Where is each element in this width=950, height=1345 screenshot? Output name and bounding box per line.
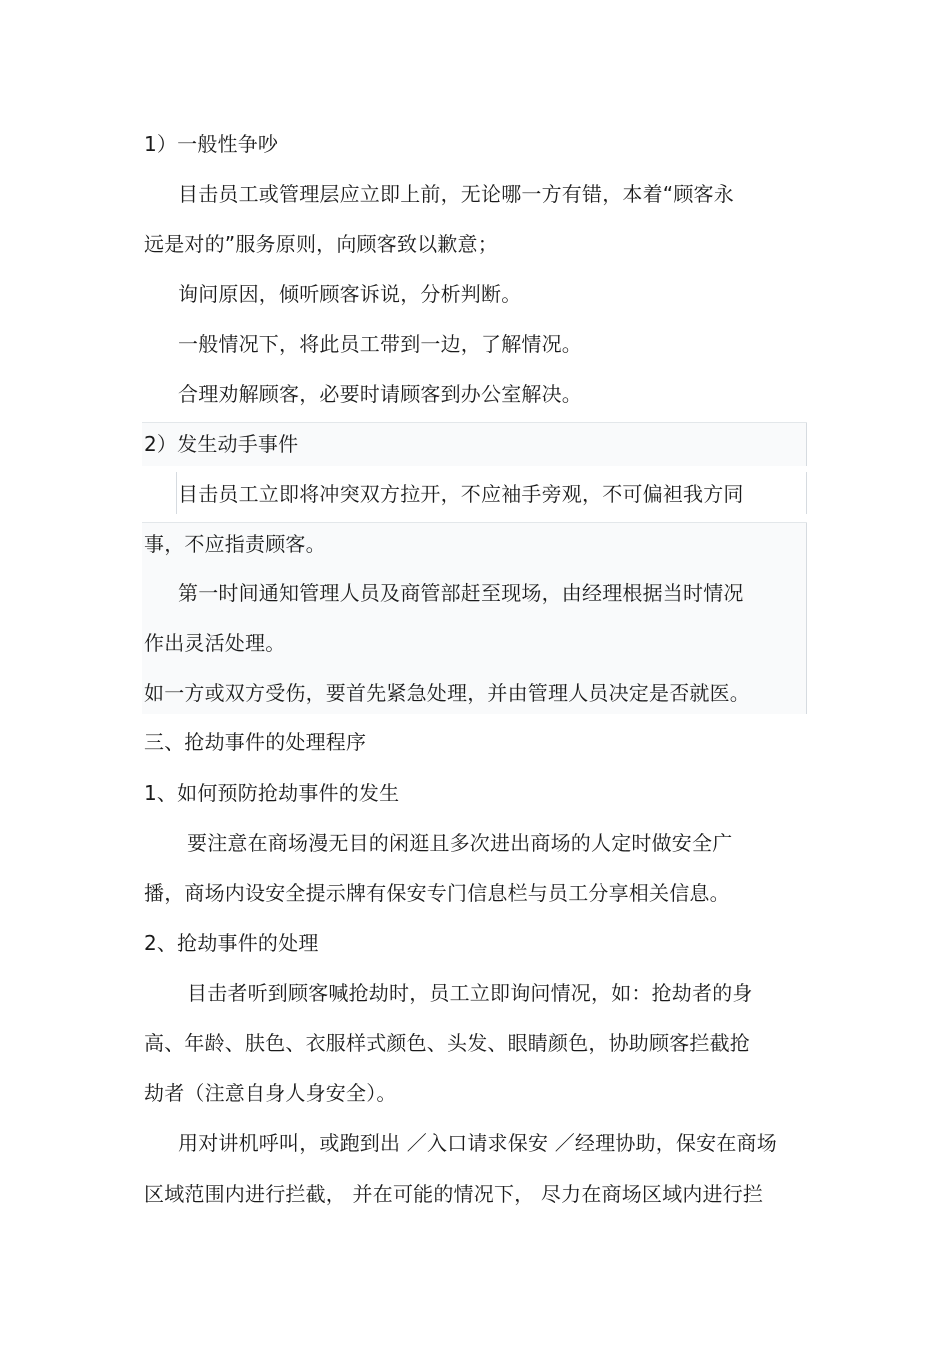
- section-heading: 2）发生动手事件: [144, 432, 299, 456]
- paragraph-line: 目击员工立即将冲突双方拉开，不应袖手旁观，不可偏袒我方同: [178, 482, 744, 506]
- paragraph-line: 如一方或双方受伤，要首先紧急处理，并由管理人员决定是否就医。: [144, 681, 750, 705]
- frame-border: [142, 422, 807, 423]
- paragraph-line: 询问原因，倾听顾客诉说，分析判断。: [178, 282, 522, 306]
- frame-border: [806, 522, 807, 714]
- paragraph-line: 劫者（注意自身人身安全）。: [144, 1081, 397, 1105]
- chapter-heading: 三、抢劫事件的处理程序: [144, 730, 367, 754]
- paragraph-line: 播，商场内设安全提示牌有保安专门信息栏与员工分享相关信息。: [144, 881, 730, 905]
- paragraph-line: 远是对的”服务原则，向顾客致以歉意；: [144, 232, 498, 256]
- frame-border: [176, 472, 177, 514]
- paragraph-line: 一般情况下，将此员工带到一边，了解情况。: [178, 332, 582, 356]
- frame-border: [806, 472, 807, 514]
- paragraph-line: 合理劝解顾客，必要时请顾客到办公室解决。: [178, 382, 582, 406]
- paragraph-line: 高、年龄、肤色、衣服样式颜色、头发、眼睛颜色，协助顾客拦截抢: [144, 1031, 750, 1055]
- frame-border: [142, 522, 807, 523]
- frame-border: [806, 422, 807, 466]
- section-heading: 2、抢劫事件的处理: [144, 931, 319, 955]
- paragraph-line: 目击员工或管理层应立即上前，无论哪一方有错，本着“顾客永: [178, 182, 734, 206]
- section-heading: 1、如何预防抢劫事件的发生: [144, 781, 400, 805]
- paragraph-line: 目击者听到顾客喊抢劫时，员工立即询问情况，如：抢劫者的身: [187, 981, 753, 1005]
- paragraph-line: 用对讲机呼叫，或跑到出 ／入口请求保安 ／经理协助，保安在商场: [178, 1131, 777, 1155]
- section-heading: 1）一般性争吵: [144, 132, 279, 156]
- paragraph-line: 作出灵活处理。: [144, 631, 286, 655]
- paragraph-line: 事，不应指责顾客。: [144, 532, 326, 556]
- paragraph-line: 第一时间通知管理人员及商管部赶至现场，由经理根据当时情况: [178, 581, 744, 605]
- paragraph-line: 区域范围内进行拦截， 并在可能的情况下， 尽力在商场区域内进行拦: [144, 1182, 764, 1206]
- paragraph-line: 要注意在商场漫无目的闲逛且多次进出商场的人定时做安全广: [187, 831, 733, 855]
